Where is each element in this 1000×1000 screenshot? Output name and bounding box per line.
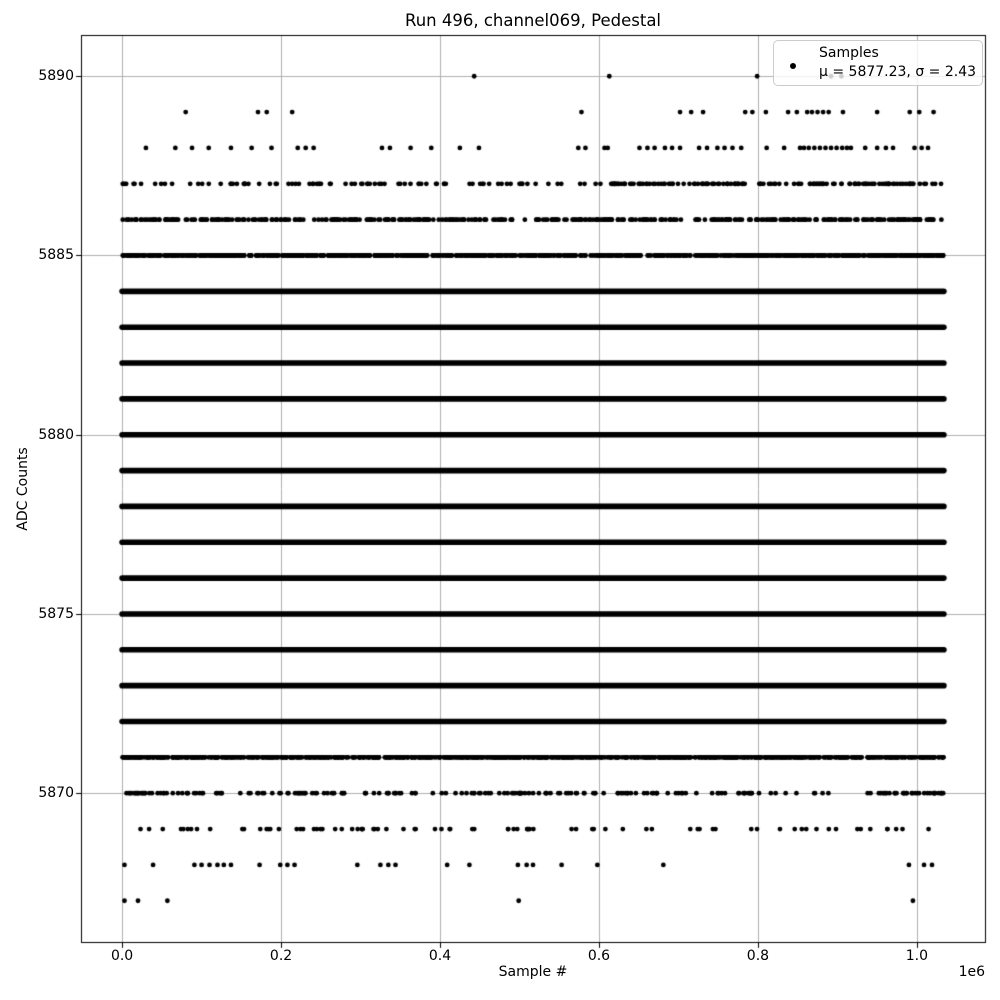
x-tick-label: 0.6 [587,948,611,964]
x-tick-label: 0.8 [746,948,770,964]
x-axis-offset-label: 1e6 [958,964,985,980]
y-axis-label: ADC Counts [15,447,31,531]
x-tick-label: 0.0 [110,948,134,964]
legend-label-samples: Samples [819,45,879,61]
x-tick-label: 0.4 [428,948,452,964]
x-axis-label: Sample # [498,964,568,980]
y-tick-label: 5880 [38,426,74,443]
legend-sample-marker-icon [790,63,796,69]
legend-label-stats: μ = 5877.23, σ = 2.43 [819,64,977,80]
y-tick-label: 5885 [38,247,74,264]
y-tick-label: 5870 [38,785,74,802]
legend-box [773,40,983,86]
x-tick-label: 1.0 [905,948,928,964]
x-tick-label: 0.2 [269,948,293,964]
plot-title: Run 496, channel069, Pedestal [404,11,662,30]
y-tick-label: 5890 [38,68,74,85]
y-tick-label: 5875 [38,605,74,622]
